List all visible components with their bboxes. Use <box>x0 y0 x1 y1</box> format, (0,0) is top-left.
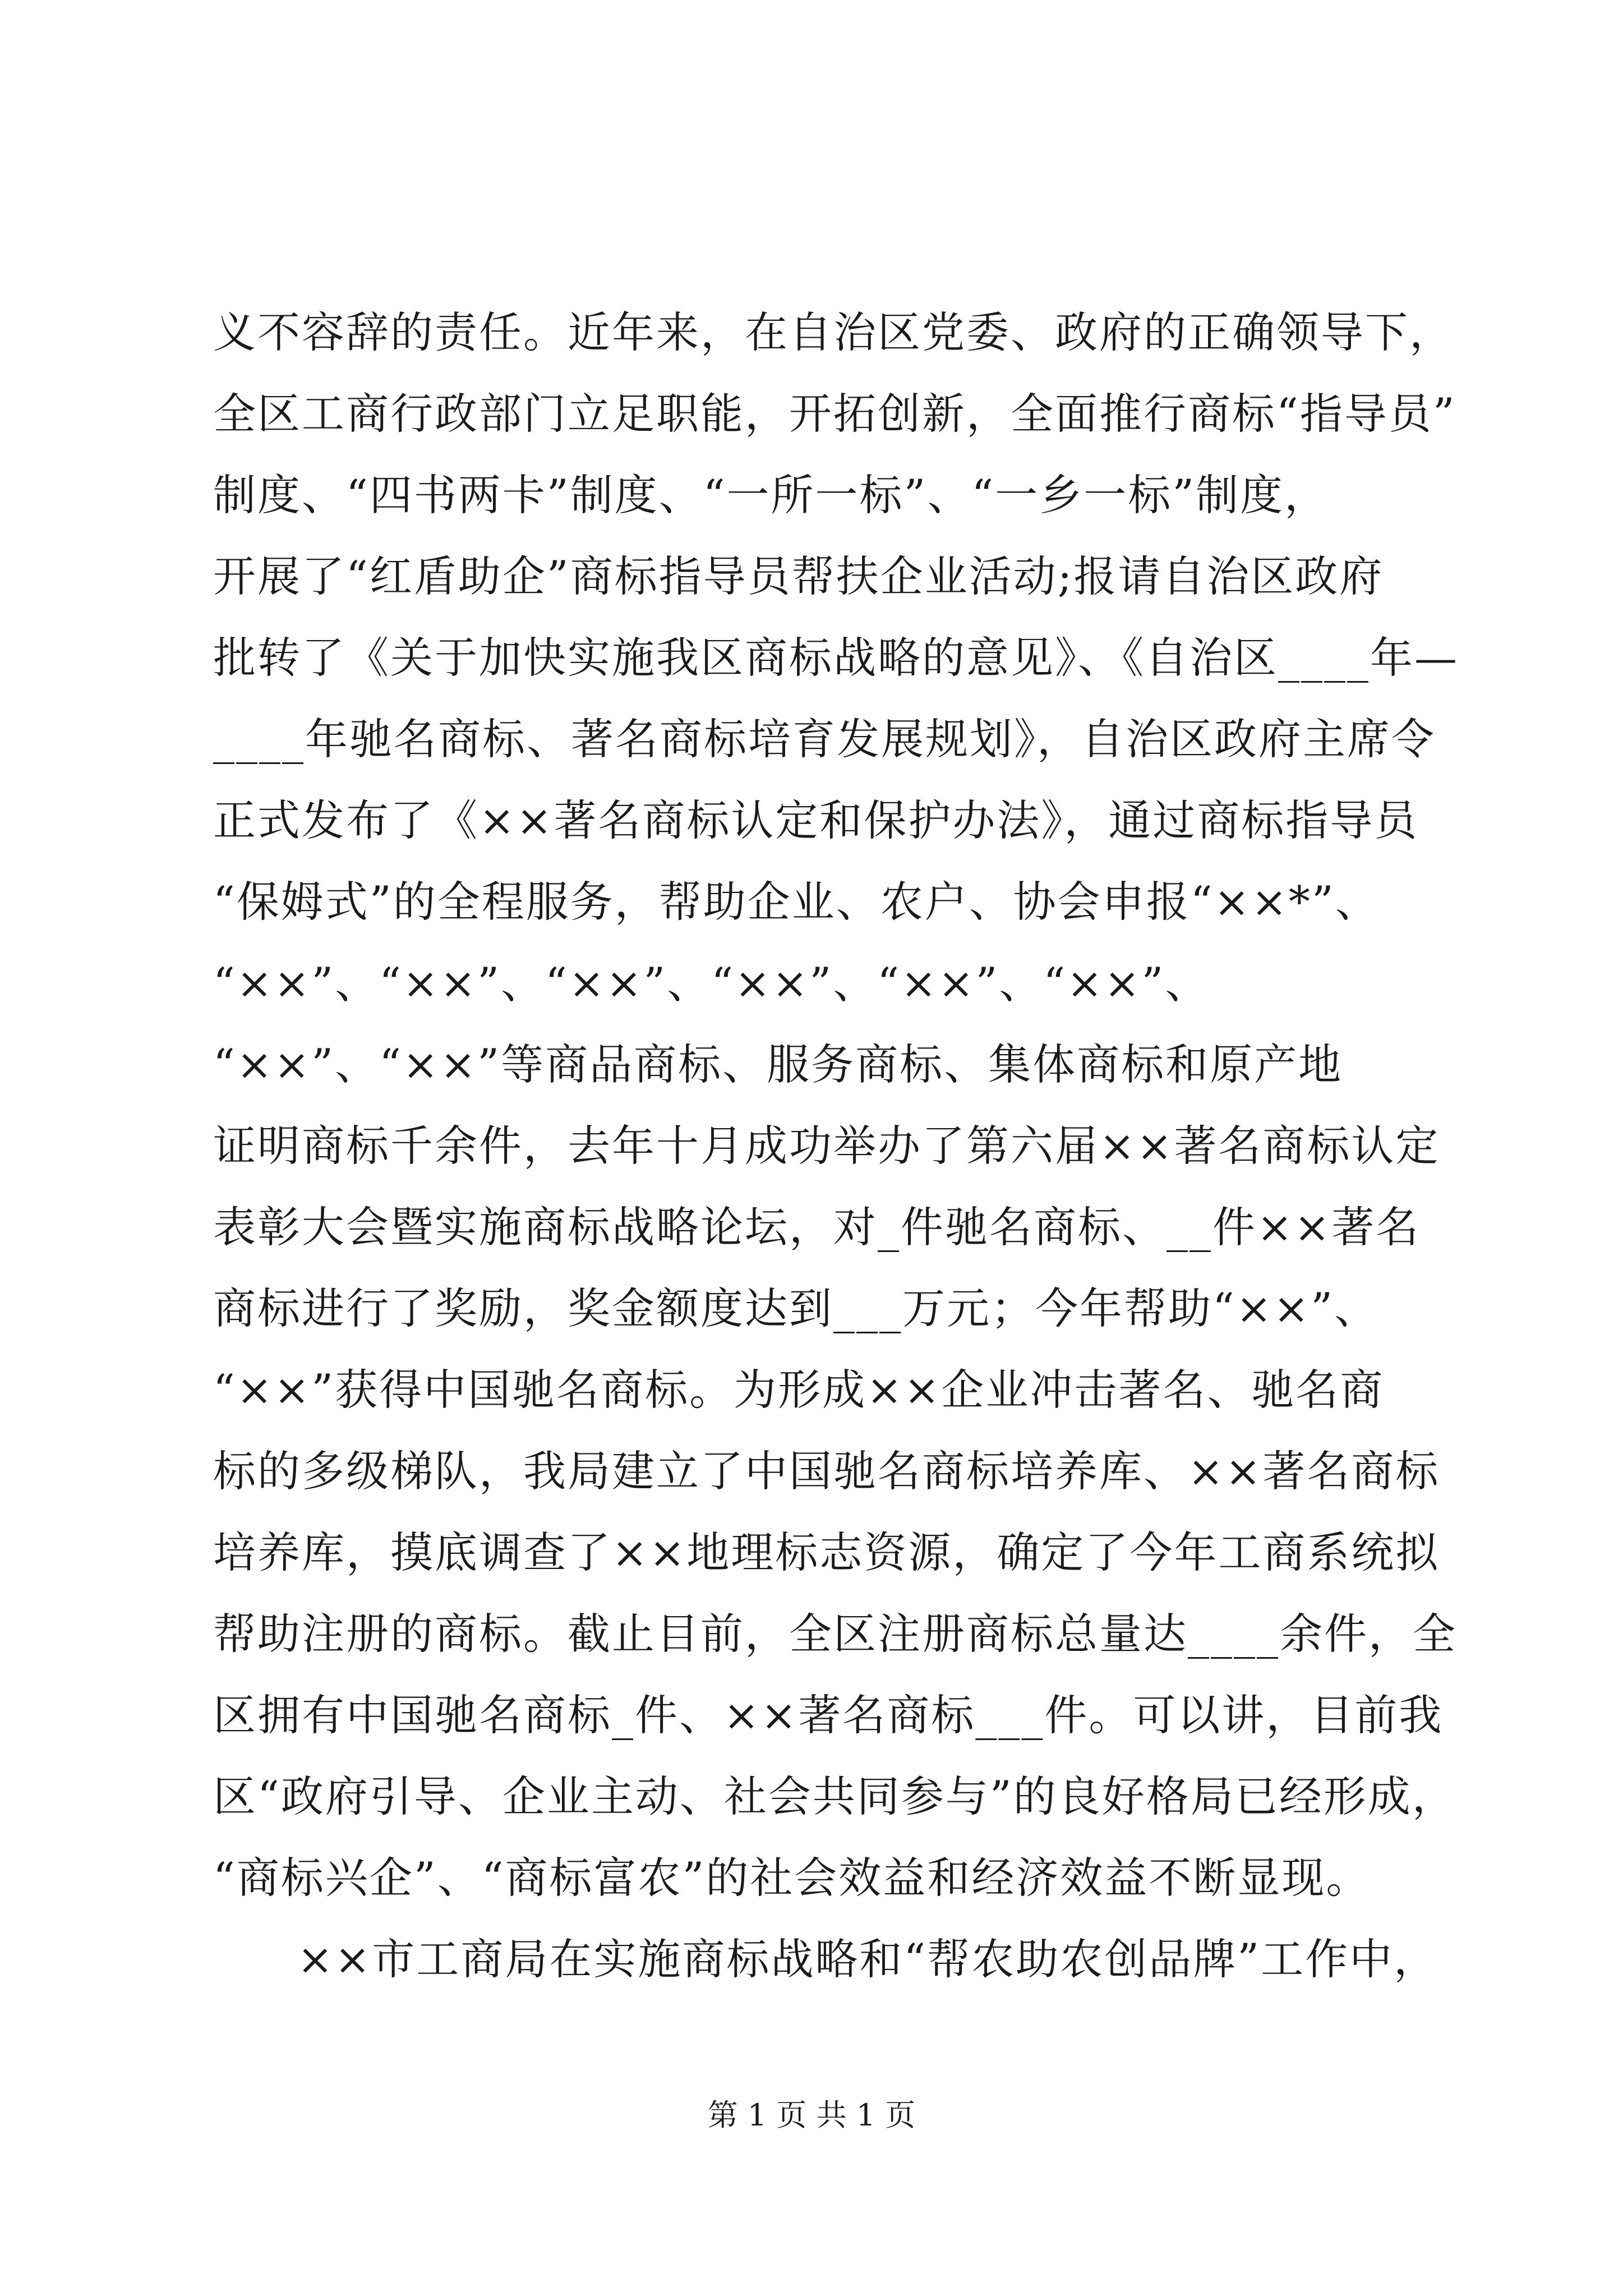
text-line: 制度、“四书两卡”制度、“一所一标”、“一乡一标”制度， <box>213 470 1329 520</box>
text-line: 义不容辞的责任。近年来，在自治区党委、政府的正确领导下， <box>213 307 1454 357</box>
text-line: “××”、“××”、“××”、“××”、“××”、“××”、 <box>213 958 1210 1008</box>
text-line: “××”获得中国驰名商标。为形成××企业冲击著名、驰名商 <box>213 1365 1385 1415</box>
text-line: 商标进行了奖励，奖金额度达到___万元；今年帮助“××”、 <box>213 1283 1379 1333</box>
page-footer: 第 1 页 共 1 页 <box>707 2097 916 2133</box>
paragraph-start-line: ××市工商局在实施商标战略和“帮农助农创品牌”工作中， <box>297 1934 1438 1984</box>
text-line: 区拥有中国驰名商标_件、××著名商标___件。可以讲，目前我 <box>213 1690 1444 1740</box>
text-line: 表彰大会暨实施商标战略论坛，对_件驰名商标、__件××著名 <box>213 1202 1421 1252</box>
body-text <box>213 292 1459 2000</box>
text-line: 标的多级梯队，我局建立了中国驰名商标培养库、××著名商标 <box>213 1446 1440 1496</box>
text-line: 培养库，摸底调查了××地理标志资源，确定了今年工商系统拟 <box>213 1527 1440 1577</box>
text-line: 全区工商行政部门立足职能，开拓创新，全面推行商标“指导员” <box>213 389 1456 439</box>
text-line: “商标兴企”、“商标富农”的社会效益和经济效益不断显现。 <box>213 1853 1371 1903</box>
text-line: 帮助注册的商标。截止目前，全区注册商标总量达____余件，全 <box>213 1609 1457 1659</box>
text-line: 正式发布了《××著名商标认定和保护办法》，通过商标指导员 <box>213 795 1419 845</box>
text-line: 批转了《关于加快实施我区商标战略的意见》、《自治区____年— <box>213 633 1459 683</box>
text-line: “××”、“××”等商品商标、服务商标、集体商标和原产地 <box>213 1039 1343 1089</box>
text-line: 证明商标千余件，去年十月成功举办了第六届××著名商标认定 <box>213 1121 1440 1171</box>
text-line: 开展了“红盾助企”商标指导员帮扶企业活动;报请自治区政府 <box>213 551 1384 601</box>
text-line: “保姆式”的全程服务，帮助企业、农户、协会申报“××*”、 <box>213 877 1380 927</box>
text-line: 区“政府引导、企业主动、社会共同参与”的良好格局已经形成， <box>213 1772 1456 1821</box>
text-line: ____年驰名商标、著名商标培育发展规划》，自治区政府主席令 <box>213 714 1436 764</box>
